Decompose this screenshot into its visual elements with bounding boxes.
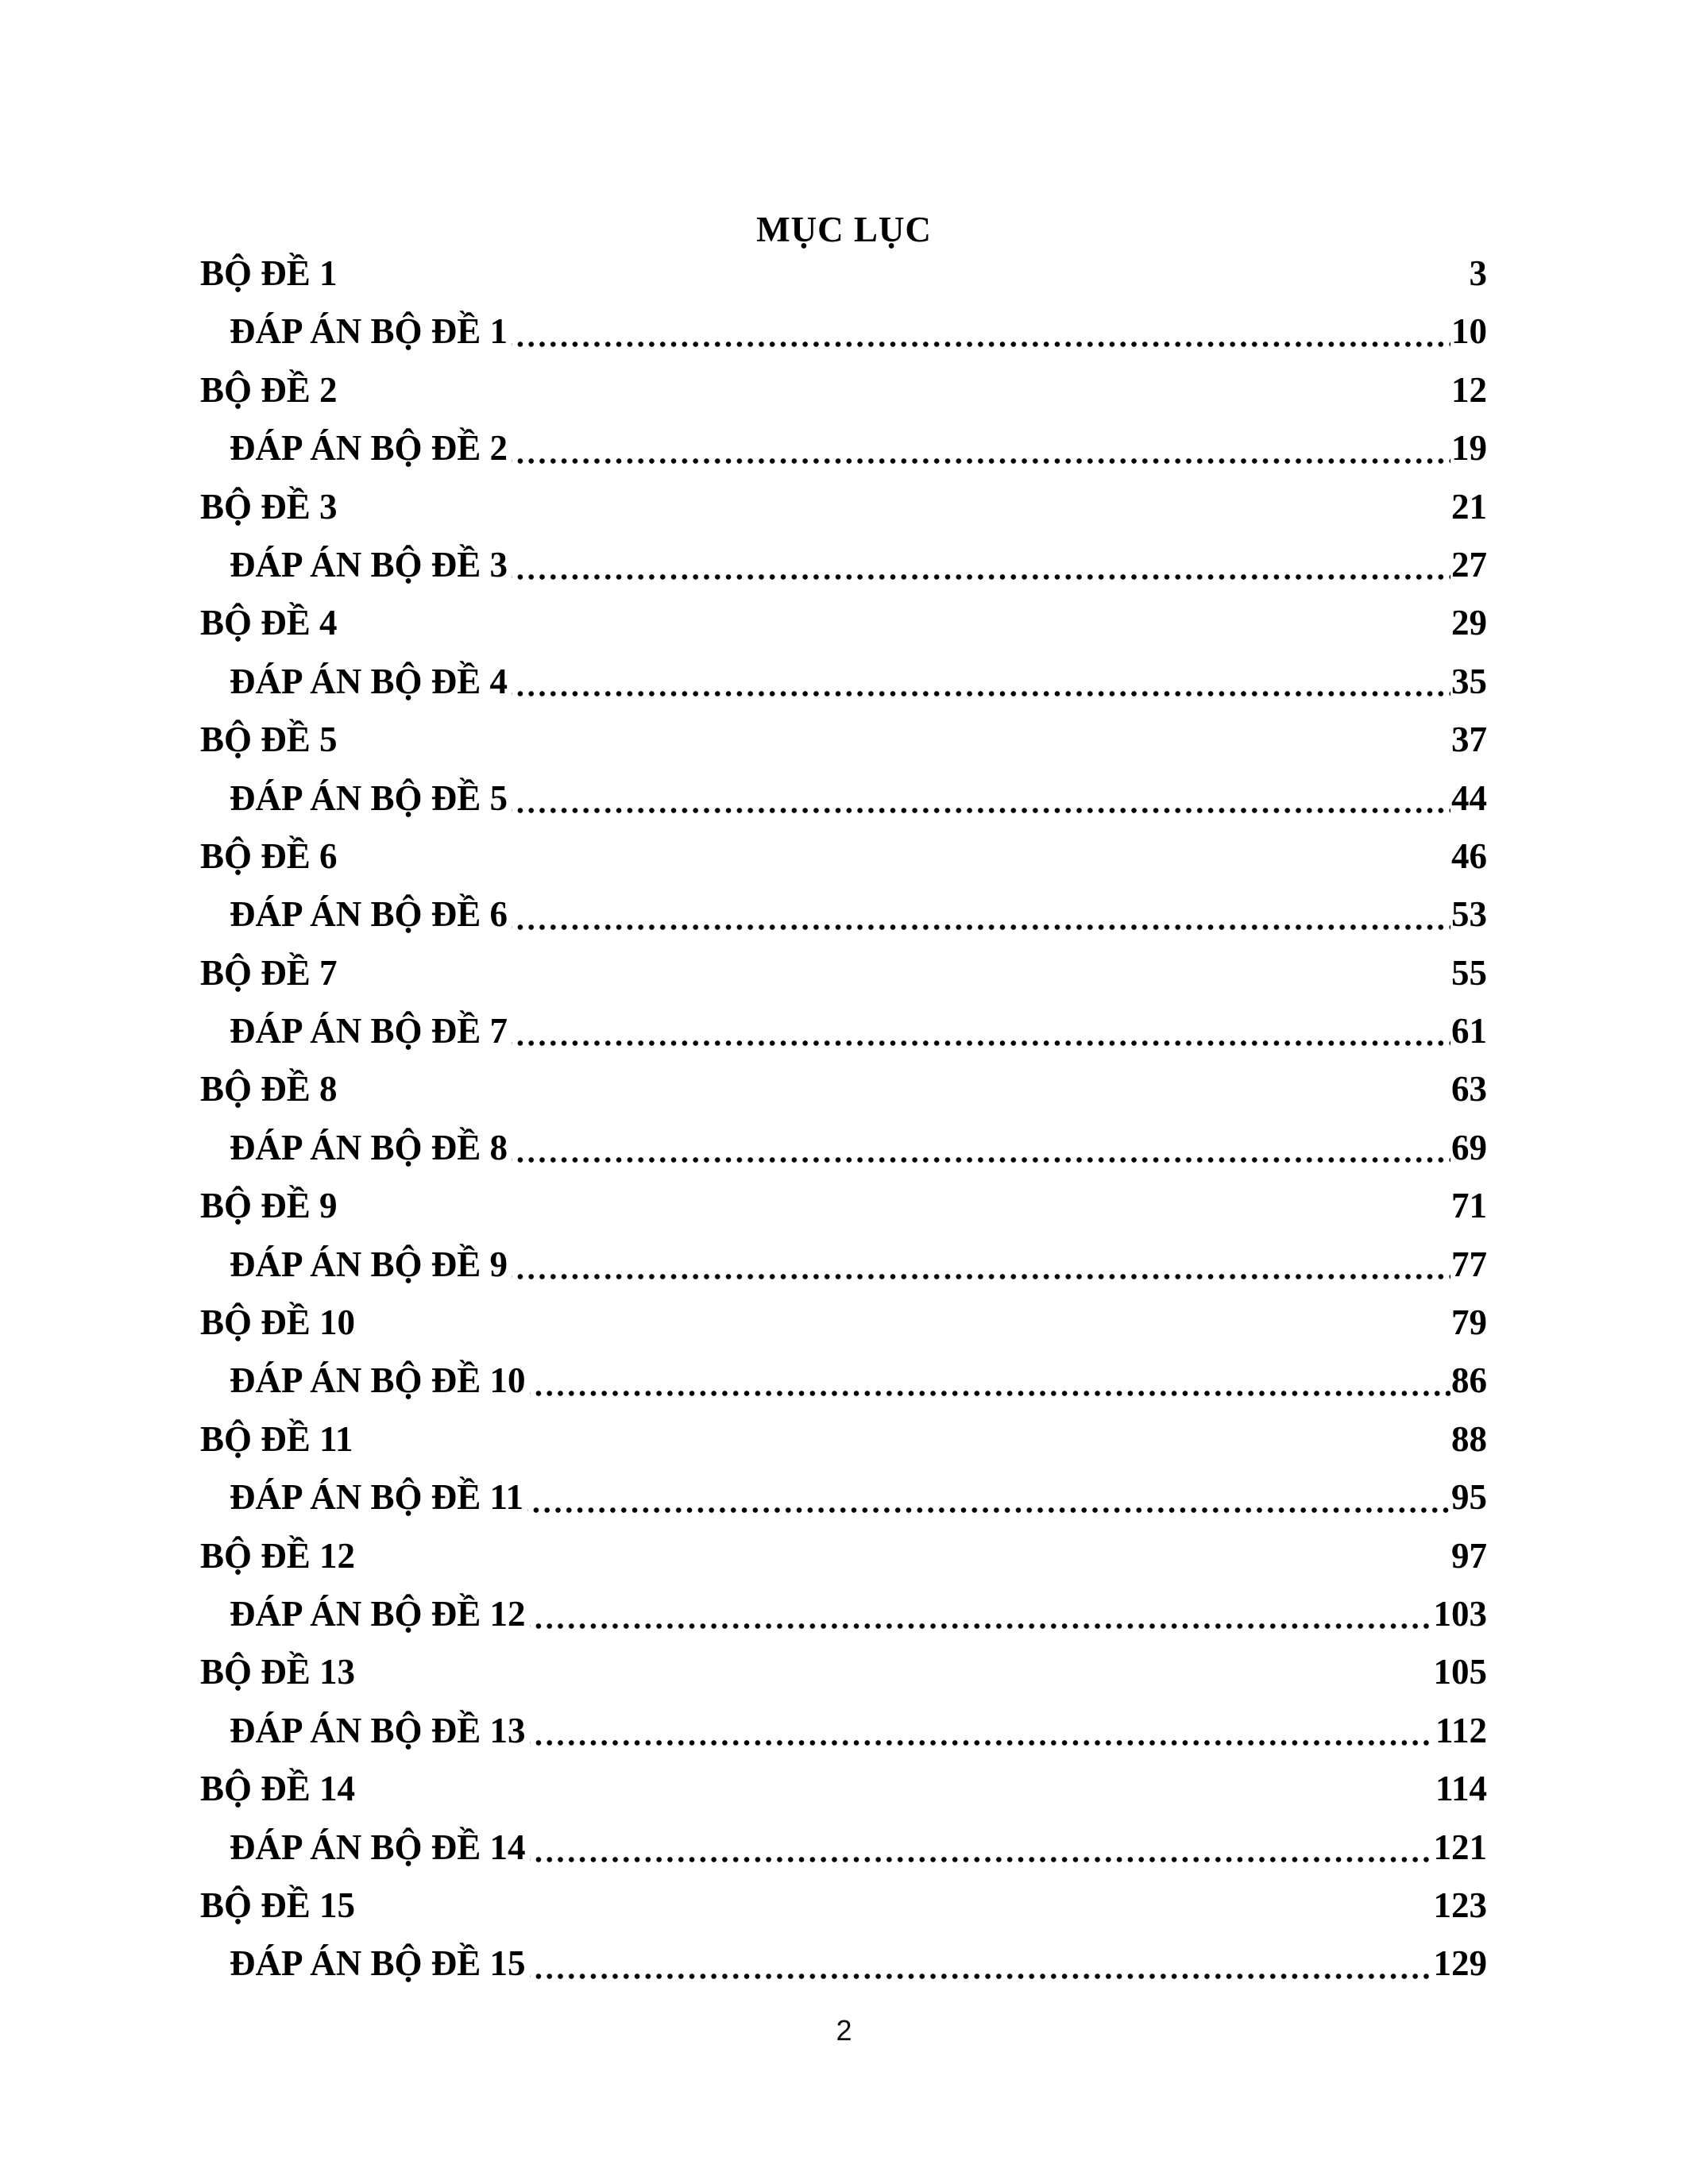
- toc-entry-label: ĐÁP ÁN BỘ ĐỀ 9: [230, 1244, 508, 1284]
- dot-leader: [530, 1935, 1433, 1993]
- toc-entry: [200, 1702, 1487, 1760]
- toc-entry-label: BỘ ĐỀ 15: [200, 1885, 356, 1925]
- dot-leader: [342, 478, 1450, 536]
- toc-entry-label: ĐÁP ÁN BỘ ĐỀ 14: [230, 1827, 526, 1867]
- toc-entry: [200, 944, 1487, 1002]
- toc-entry: [200, 1527, 1487, 1585]
- toc-entry: [200, 536, 1487, 594]
- toc-entry-page: 69: [1451, 1127, 1487, 1167]
- toc-entry: [200, 1119, 1487, 1177]
- toc-entry-page: 44: [1451, 778, 1487, 818]
- dot-leader: [359, 1527, 1450, 1585]
- toc-entry-label: ĐÁP ÁN BỘ ĐỀ 11: [230, 1477, 524, 1518]
- toc-entry-label: BỘ ĐỀ 4: [200, 603, 338, 643]
- dot-leader: [342, 245, 1469, 303]
- toc-entry-page: 114: [1435, 1769, 1487, 1809]
- toc-entry-page: 103: [1433, 1593, 1487, 1634]
- toc-entry-page: 19: [1451, 428, 1487, 469]
- dot-leader: [530, 1702, 1435, 1760]
- toc-entry-page: 97: [1451, 1535, 1487, 1576]
- toc-entry-page: 63: [1451, 1069, 1487, 1109]
- dot-leader: [512, 1236, 1450, 1294]
- dot-leader: [342, 594, 1450, 652]
- dot-leader: [359, 1877, 1432, 1935]
- toc-entry-label: BỘ ĐỀ 5: [200, 720, 338, 760]
- toc-entry-label: ĐÁP ÁN BỘ ĐỀ 5: [230, 778, 508, 818]
- dot-leader: [512, 770, 1450, 828]
- toc-entry: [200, 1177, 1487, 1235]
- toc-entry: [200, 1760, 1487, 1818]
- toc-entry: [200, 1468, 1487, 1526]
- toc-entry-label: BỘ ĐỀ 3: [200, 486, 338, 527]
- dot-leader: [512, 886, 1450, 943]
- dot-leader: [512, 653, 1450, 711]
- toc-entry-label: BỘ ĐỀ 1: [200, 253, 338, 293]
- toc-entry-page: 77: [1451, 1244, 1487, 1284]
- toc-entry-page: 12: [1451, 369, 1487, 410]
- toc-entry-label: BỘ ĐỀ 9: [200, 1186, 338, 1226]
- toc-entry: [200, 1060, 1487, 1118]
- dot-leader: [342, 944, 1450, 1002]
- toc-entry: [200, 1643, 1487, 1701]
- toc-entry-label: BỘ ĐỀ 7: [200, 952, 338, 993]
- toc-entry: [200, 1935, 1487, 1993]
- toc-entry: [200, 303, 1487, 361]
- toc-entry: [200, 828, 1487, 886]
- toc-entry: [200, 1585, 1487, 1643]
- toc-entry-page: 46: [1451, 835, 1487, 876]
- toc-entry: [200, 1877, 1487, 1935]
- toc-entry-page: 95: [1451, 1477, 1487, 1518]
- toc-entry-page: 129: [1433, 1943, 1487, 1984]
- page-number-footer: 2: [836, 2014, 852, 2047]
- toc-entry: [200, 886, 1487, 943]
- toc-entry: [200, 594, 1487, 652]
- toc-entry: [200, 1410, 1487, 1468]
- toc-entry-label: BỘ ĐỀ 11: [200, 1418, 353, 1459]
- toc-entry-label: ĐÁP ÁN BỘ ĐỀ 15: [230, 1943, 526, 1984]
- toc-entry: [200, 770, 1487, 828]
- toc-entry-page: 10: [1451, 311, 1487, 352]
- toc-entry-label: BỘ ĐỀ 6: [200, 835, 338, 876]
- toc-entry-label: BỘ ĐỀ 13: [200, 1652, 356, 1692]
- toc-entry: [200, 1236, 1487, 1294]
- toc-entry-page: 61: [1451, 1011, 1487, 1051]
- toc-entry: [200, 1352, 1487, 1410]
- dot-leader: [342, 828, 1450, 886]
- toc-entry: [200, 653, 1487, 711]
- dot-leader: [512, 419, 1450, 477]
- dot-leader: [530, 1819, 1433, 1877]
- toc-entry-page: 29: [1451, 603, 1487, 643]
- dot-leader: [512, 303, 1450, 361]
- toc-entry-page: 37: [1451, 720, 1487, 760]
- dot-leader: [342, 1060, 1450, 1118]
- toc-entry-page: 112: [1435, 1710, 1487, 1750]
- toc-entry-label: BỘ ĐỀ 14: [200, 1769, 356, 1809]
- toc-entry-label: ĐÁP ÁN BỘ ĐỀ 12: [230, 1593, 526, 1634]
- dot-leader: [527, 1468, 1450, 1526]
- dot-leader: [512, 1002, 1450, 1060]
- toc-entry-page: 3: [1469, 253, 1487, 293]
- dot-leader: [357, 1410, 1450, 1468]
- toc-entry-page: 123: [1433, 1885, 1487, 1925]
- toc-entry: [200, 1002, 1487, 1060]
- toc-entry-label: ĐÁP ÁN BỘ ĐỀ 8: [230, 1127, 508, 1167]
- toc-entry: [200, 245, 1487, 303]
- dot-leader: [359, 1760, 1435, 1818]
- toc-entry-label: ĐÁP ÁN BỘ ĐỀ 2: [230, 428, 508, 469]
- toc-entry-page: 55: [1451, 952, 1487, 993]
- toc-entry: [200, 1294, 1487, 1352]
- toc-list: [200, 245, 1487, 1993]
- toc-entry-page: 71: [1451, 1186, 1487, 1226]
- toc-entry-page: 79: [1451, 1302, 1487, 1343]
- toc-entry: [200, 478, 1487, 536]
- dot-leader: [359, 1294, 1450, 1352]
- toc-entry-page: 121: [1433, 1827, 1487, 1867]
- dot-leader: [342, 711, 1450, 769]
- toc-entry: [200, 1819, 1487, 1877]
- toc-entry-label: ĐÁP ÁN BỘ ĐỀ 1: [230, 311, 508, 352]
- dot-leader: [512, 1119, 1450, 1177]
- toc-entry-page: 21: [1451, 486, 1487, 527]
- page-title: MỤC LỤC: [756, 210, 932, 249]
- dot-leader: [530, 1352, 1450, 1410]
- toc-entry-label: BỘ ĐỀ 8: [200, 1069, 338, 1109]
- toc-entry: [200, 711, 1487, 769]
- toc-entry: [200, 419, 1487, 477]
- toc-entry-page: 35: [1451, 661, 1487, 701]
- toc-entry-page: 53: [1451, 894, 1487, 935]
- toc-entry-label: ĐÁP ÁN BỘ ĐỀ 13: [230, 1710, 526, 1750]
- dot-leader: [530, 1585, 1433, 1643]
- toc-entry-label: ĐÁP ÁN BỘ ĐỀ 10: [230, 1360, 526, 1401]
- dot-leader: [342, 361, 1450, 419]
- toc-entry-label: ĐÁP ÁN BỘ ĐỀ 7: [230, 1011, 508, 1051]
- toc-entry-label: ĐÁP ÁN BỘ ĐỀ 3: [230, 544, 508, 585]
- toc-entry-label: BỘ ĐỀ 10: [200, 1302, 356, 1343]
- toc-entry-label: ĐÁP ÁN BỘ ĐỀ 6: [230, 894, 508, 935]
- dot-leader: [342, 1177, 1450, 1235]
- toc-entry-label: ĐÁP ÁN BỘ ĐỀ 4: [230, 661, 508, 701]
- toc-entry-page: 88: [1451, 1418, 1487, 1459]
- dot-leader: [512, 536, 1450, 594]
- toc-entry-page: 27: [1451, 544, 1487, 585]
- toc-entry-label: BỘ ĐỀ 2: [200, 369, 338, 410]
- dot-leader: [359, 1643, 1432, 1701]
- toc-entry-label: BỘ ĐỀ 12: [200, 1535, 356, 1576]
- toc-entry: [200, 361, 1487, 419]
- toc-entry-page: 86: [1451, 1360, 1487, 1401]
- toc-entry-page: 105: [1433, 1652, 1487, 1692]
